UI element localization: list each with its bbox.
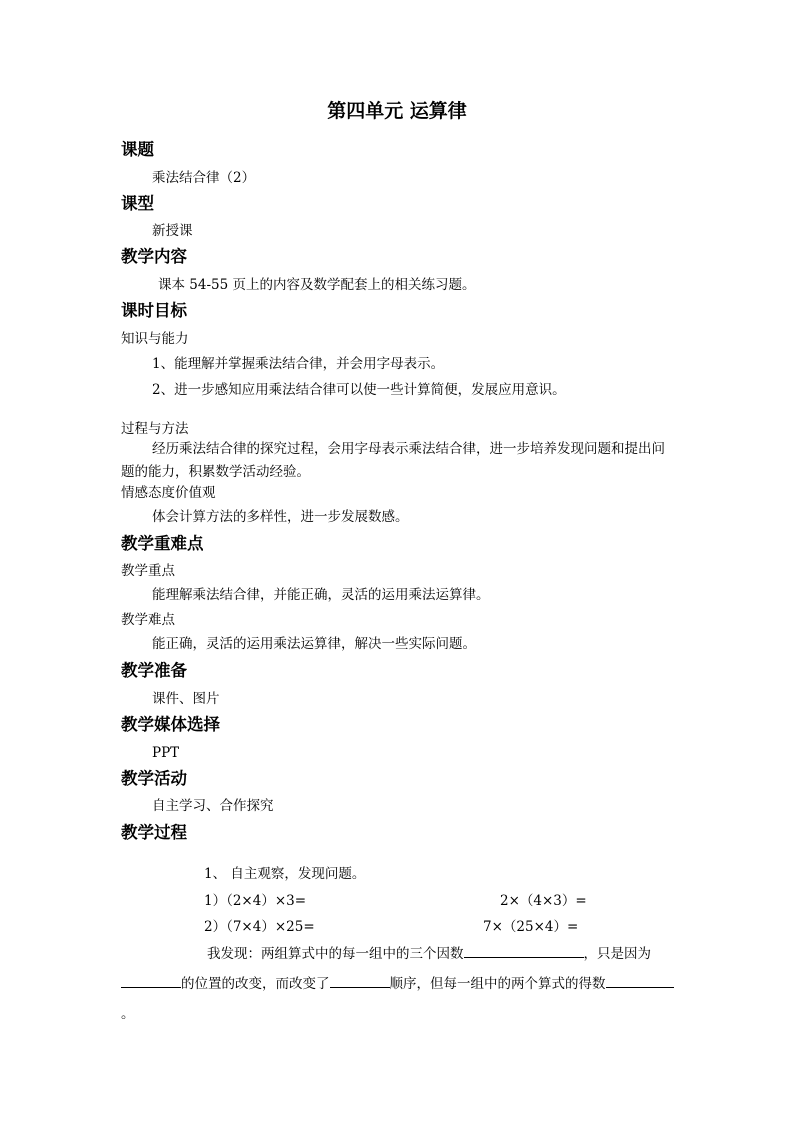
key-text: 能理解乘法结合律，并能正确，灵活的运用乘法运算律。 <box>152 587 490 603</box>
heading-process: 教学过程 <box>121 823 187 842</box>
key-label: 教学重点 <box>121 563 175 579</box>
blank-2[interactable] <box>121 972 181 988</box>
discovery-text-b: ，只是因为 <box>583 946 651 962</box>
goal-process-label: 过程与方法 <box>121 421 189 437</box>
prep-text: 课件、图片 <box>152 691 220 707</box>
discovery-text-a: 我发现：两组算式中的每一组中的三个因数 <box>207 946 464 962</box>
difficulty-text: 能正确，灵活的运用乘法运算律，解决一些实际问题。 <box>152 636 476 652</box>
step-1: 1、 自主观察，发现问题。 <box>204 866 366 882</box>
exercise-2-right: 7×（25×4）= <box>483 919 579 935</box>
heading-activity: 教学活动 <box>121 769 187 788</box>
type-text: 新授课 <box>152 223 193 239</box>
goal-process-text: 经历乘法结合律的探究过程，会用字母表示乘法结合律，进一步培养发现问题和提出问题的能力，积累数学活动经验。 <box>121 441 665 480</box>
goal-knowledge-item-1: 1、能理解并掌握乘法结合律，并会用字母表示。 <box>152 356 445 372</box>
goal-emotion-label: 情感态度价值观 <box>121 485 216 501</box>
blank-4[interactable] <box>606 972 674 988</box>
discovery-text-d: 顺序，但每一组中的两个算式的得数 <box>389 976 606 992</box>
exercise-2-left: 2）（7×4）×25= <box>204 919 315 935</box>
content-text: 课本 54-55 页上的内容及数学配套上的相关练习题。 <box>158 277 476 293</box>
media-text: PPT <box>152 745 180 761</box>
heading-topic: 课题 <box>121 140 154 159</box>
heading-type: 课型 <box>121 194 154 213</box>
goal-knowledge-label: 知识与能力 <box>121 331 189 347</box>
discovery-paragraph <box>121 939 677 1029</box>
blank-3[interactable] <box>330 972 390 988</box>
exercise-1-left: 1）（2×4）×3= <box>204 893 307 909</box>
heading-key-points: 教学重难点 <box>121 534 204 553</box>
goal-knowledge-item-2: 2、进一步感知应用乘法结合律可以使一些计算简便，发展应用意识。 <box>152 382 566 398</box>
heading-goal: 课时目标 <box>121 301 187 320</box>
activity-text: 自主学习、合作探究 <box>152 798 274 814</box>
heading-media: 教学媒体选择 <box>121 715 220 734</box>
exercise-1-right: 2×（4×3）= <box>500 893 587 909</box>
topic-text: 乘法结合律（2） <box>152 170 256 186</box>
heading-content: 教学内容 <box>121 247 187 266</box>
page-title: 第四单元 运算律 <box>327 100 467 122</box>
blank-1[interactable] <box>464 942 584 958</box>
heading-prep: 教学准备 <box>121 661 187 680</box>
goal-emotion-text: 体会计算方法的多样性，进一步发展数感。 <box>152 509 409 525</box>
discovery-text-e: 。 <box>121 1006 135 1022</box>
difficulty-label: 教学难点 <box>121 612 175 628</box>
discovery-text-c: 的位置的改变，而改变了 <box>181 976 330 992</box>
